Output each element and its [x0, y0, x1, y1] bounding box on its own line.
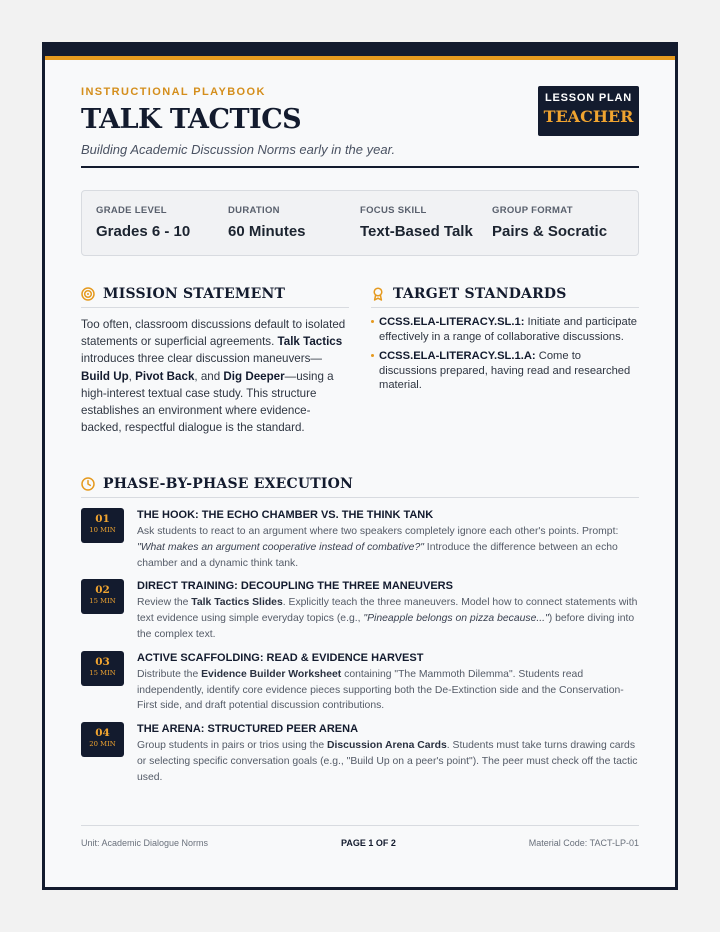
lesson-plan-page	[42, 42, 678, 890]
material-code: Material Code: TACT-LP-01	[528, 838, 639, 848]
phase-number: 02	[95, 584, 110, 597]
phase-title: THE HOOK: THE ECHO CHAMBER VS. THE THINK TANK	[137, 509, 434, 521]
section-header	[81, 286, 349, 308]
phase-badge	[81, 722, 124, 757]
badge-label: LESSON PLAN	[544, 92, 633, 104]
phase-badge	[81, 508, 124, 543]
stat-label: FOCUS SKILL	[360, 205, 427, 216]
page-subtitle: Building Academic Discussion Norms early in the year.	[81, 142, 396, 157]
phase-item	[81, 508, 639, 571]
badge-audience: TEACHER	[543, 107, 634, 126]
eyebrow: INSTRUCTIONAL PLAYBOOK	[81, 86, 266, 98]
section-title: TARGET STANDARDS	[393, 286, 567, 302]
phases-section	[81, 476, 639, 794]
stat-label: GRADE LEVEL	[96, 205, 167, 216]
phase-badge	[81, 579, 124, 614]
phase-title: THE ARENA: STRUCTURED PEER ARENA	[137, 723, 359, 736]
page-number: PAGE 1 OF 2	[340, 838, 396, 848]
list-item: CCSS.ELA-LITERACY.SL.1.A: Come to discussions prepared, having read and researched material.	[371, 349, 639, 393]
standards-section	[371, 286, 639, 398]
section-title: PHASE-BY-PHASE EXECUTION	[103, 476, 354, 492]
phase-title: DIRECT TRAINING: DECOUPLING THE THREE MANEUVERS	[137, 580, 453, 593]
stat-value: Grades 6 - 10	[96, 223, 191, 240]
lesson-plan-badge	[538, 86, 639, 136]
page-title: TALK TACTICS	[81, 104, 302, 135]
phase-item	[81, 651, 639, 714]
phase-number: 03	[95, 655, 110, 668]
emphasis: Dig Deeper	[223, 369, 285, 383]
stat-label: GROUP FORMAT	[492, 205, 573, 216]
stat-value: Pairs & Socratic	[492, 223, 608, 240]
phase-duration: 15 MIN	[89, 597, 116, 606]
standard-code: CCSS.ELA-LITERACY.SL.1:	[379, 316, 525, 328]
footer-unit: Unit: Academic Dialogue Norms	[81, 838, 209, 848]
section-title: MISSION STATEMENT	[103, 286, 286, 302]
phase-item	[81, 579, 639, 642]
phase-badge	[81, 651, 124, 686]
stat-duration	[228, 205, 360, 255]
stat-grade-level	[96, 205, 228, 255]
standard-code: CCSS.ELA-LITERACY.SL.1.A:	[379, 350, 536, 362]
phase-duration: 20 MIN	[89, 740, 116, 749]
phase-title: ACTIVE SCAFFOLDING: READ & EVIDENCE HARVEST	[137, 651, 424, 664]
phase-description: Group students in pairs or trios using the Discussion Arena Cards. Students must take turns drawing cards or selecting specific conversation goals (e.g., "Build Up on a peer's point"). The peer must check off the tactic used.	[137, 740, 638, 783]
clock-icon	[81, 477, 95, 491]
phase-list	[81, 508, 639, 786]
stat-label: DURATION	[228, 205, 280, 216]
emphasis: Talk Tactics	[277, 335, 343, 349]
page-footer	[81, 825, 639, 848]
accent-stripe	[45, 56, 675, 60]
phase-number: 04	[95, 727, 110, 740]
section-header	[81, 476, 639, 498]
phase-description: Review the Talk Tactics Slides. Explicitly teach the three maneuvers. Model how to connect statements with text evidence using simple everyday topics (e.g., "Pineapple belongs on pizza because...") before diving into the complex text.	[137, 597, 638, 640]
stat-focus-skill	[360, 205, 492, 255]
phase-description: Distribute the Evidence Builder Worksheet containing "The Mammoth Dilemma". Students read independently, identify core evidence pieces supporting both the De-Extinction side and the Conservation-First side, and draft potential discussion contributions.	[137, 668, 624, 712]
header	[81, 86, 639, 157]
award-icon	[371, 287, 385, 301]
section-header	[371, 286, 639, 308]
standards-list	[371, 315, 639, 393]
target-icon	[81, 287, 95, 301]
header-divider	[81, 166, 639, 168]
stat-value: 60 Minutes	[228, 223, 306, 240]
phase-description: Ask students to react to an argument where two speakers completely ignore each other's points. Prompt: "What makes an argument cooperative instead of combative?" Introduce the difference between an echo chamber and a dynamic think tank.	[137, 526, 619, 569]
stat-value: Text-Based Talk	[360, 223, 473, 240]
phase-duration: 15 MIN	[89, 668, 116, 677]
list-item: CCSS.ELA-LITERACY.SL.1: Initiate and participate effectively in a range of collaborative discussions.	[371, 315, 639, 344]
stats-panel	[81, 190, 639, 256]
mission-text: Too often, classroom discussions default to isolated statements or superficial agreements. Talk Tactics introduces three clear discussion maneuvers—Build Up, Pivot Back, and Dig Deeper—using a high-interest textual case study. This structure establishes an environment where evidence-backed, respectful dialogue is the standard.	[81, 318, 346, 435]
mission-section	[81, 286, 349, 436]
emphasis: Build Up	[81, 369, 129, 383]
top-bar	[45, 42, 675, 56]
phase-number: 01	[95, 513, 110, 525]
emphasis: Pivot Back	[135, 369, 195, 383]
stat-group-format	[492, 205, 624, 255]
phase-item	[81, 722, 639, 785]
phase-duration: 10 MIN	[89, 526, 116, 534]
